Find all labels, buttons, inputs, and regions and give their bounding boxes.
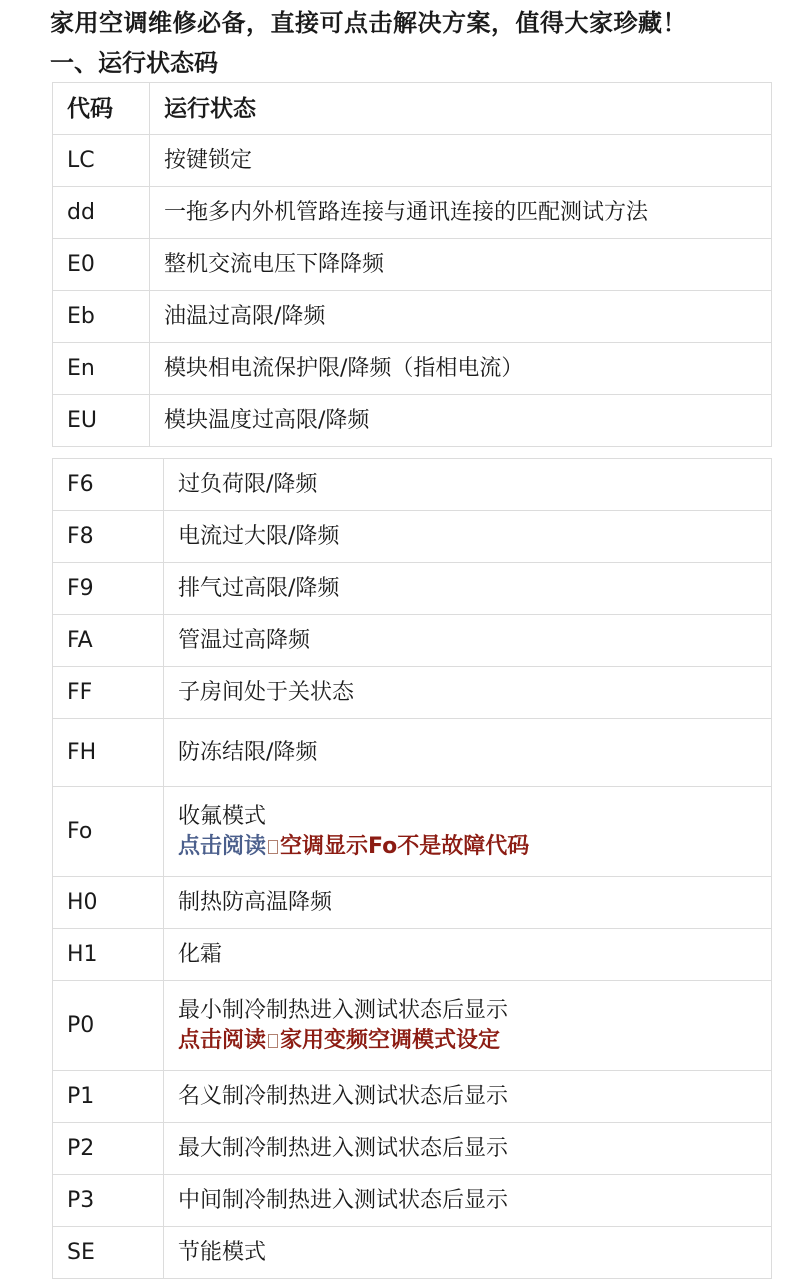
status-text: 最小制冷制热进入测试状态后显示 [178, 997, 509, 1023]
link-prefix: 点击阅读 [178, 833, 267, 859]
table-row [53, 877, 772, 929]
code-cell: Fo [53, 787, 164, 877]
document-icon [268, 1034, 278, 1048]
code-cell: H0 [53, 877, 164, 929]
read-more-link-fo[interactable] [178, 832, 771, 862]
status-cell: 子房间处于关状态 [164, 667, 772, 719]
table-row [53, 135, 772, 187]
code-cell: Eb [53, 291, 150, 343]
status-cell: 过负荷限/降频 [164, 459, 772, 511]
table-row [53, 395, 772, 447]
code-cell: P0 [53, 981, 164, 1071]
status-cell: 名义制冷制热进入测试状态后显示 [164, 1071, 772, 1123]
status-cell: 最大制冷制热进入测试状态后显示 [164, 1123, 772, 1175]
link-text: 空调显示Fo不是故障代码 [280, 833, 530, 859]
status-cell: 防冻结限/降频 [164, 719, 772, 787]
status-cell: 电流过大限/降频 [164, 511, 772, 563]
section-title: 一、运行状态码 [50, 49, 218, 77]
table-row [53, 929, 772, 981]
table-row [53, 1123, 772, 1175]
status-cell: 一拖多内外机管路连接与通讯连接的匹配测试方法 [150, 187, 772, 239]
header-code: 代码 [53, 83, 150, 135]
table-header-row [53, 83, 772, 135]
code-cell: EU [53, 395, 150, 447]
code-cell: H1 [53, 929, 164, 981]
code-cell: LC [53, 135, 150, 187]
code-cell: F6 [53, 459, 164, 511]
code-cell: F9 [53, 563, 164, 615]
status-cell: 节能模式 [164, 1227, 772, 1279]
status-code-table-2 [52, 458, 772, 1279]
table-row [53, 1071, 772, 1123]
status-cell [164, 981, 772, 1071]
status-cell: 整机交流电压下降降频 [150, 239, 772, 291]
header-status: 运行状态 [150, 83, 772, 135]
code-cell: FA [53, 615, 164, 667]
code-cell: SE [53, 1227, 164, 1279]
table-row [53, 459, 772, 511]
status-cell: 排气过高限/降频 [164, 563, 772, 615]
code-cell: En [53, 343, 150, 395]
code-cell: FF [53, 667, 164, 719]
status-cell: 中间制冷制热进入测试状态后显示 [164, 1175, 772, 1227]
table-row [53, 187, 772, 239]
table-row [53, 615, 772, 667]
status-cell: 化霜 [164, 929, 772, 981]
code-cell: F8 [53, 511, 164, 563]
table-row [53, 719, 772, 787]
table-row [53, 1227, 772, 1279]
table-row [53, 511, 772, 563]
status-text: 收氟模式 [178, 803, 267, 829]
link-prefix: 点击阅读 [178, 1027, 267, 1053]
table-row [53, 981, 772, 1071]
table-row [53, 343, 772, 395]
status-cell: 制热防高温降频 [164, 877, 772, 929]
headline: 家用空调维修必备，直接可点击解决方案，值得大家珍藏！ [50, 9, 687, 37]
table-row [53, 563, 772, 615]
link-text: 家用变频空调模式设定 [280, 1027, 501, 1053]
status-cell: 模块相电流保护限/降频（指相电流） [150, 343, 772, 395]
table-row [53, 1175, 772, 1227]
status-cell: 模块温度过高限/降频 [150, 395, 772, 447]
code-cell: P2 [53, 1123, 164, 1175]
status-code-table-1 [52, 82, 772, 447]
code-cell: P1 [53, 1071, 164, 1123]
table-row [53, 291, 772, 343]
code-cell: dd [53, 187, 150, 239]
table-row [53, 239, 772, 291]
status-cell: 管温过高降频 [164, 615, 772, 667]
code-cell: P3 [53, 1175, 164, 1227]
table-row [53, 787, 772, 877]
read-more-link-p0[interactable] [178, 1026, 771, 1056]
status-cell [164, 787, 772, 877]
code-cell: E0 [53, 239, 150, 291]
table-row [53, 667, 772, 719]
status-cell: 油温过高限/降频 [150, 291, 772, 343]
code-cell: FH [53, 719, 164, 787]
document-icon [268, 840, 278, 854]
status-cell: 按键锁定 [150, 135, 772, 187]
